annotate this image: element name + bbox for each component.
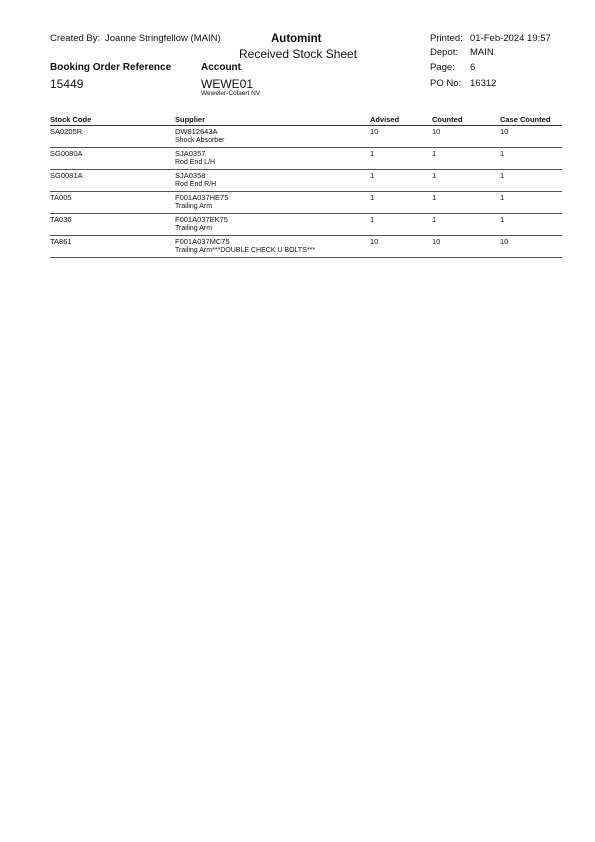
item-description: Rod End L/H [175,159,216,166]
account-name: Weweler-Colaert NV [201,90,261,97]
item-description: Trailing Arm [175,203,213,210]
counted-qty: 10 [432,127,441,136]
supplier-code: SJA0358 [175,171,206,180]
booking-ref-label: Booking Order Reference [50,62,172,73]
column-header-stock-code: Stock Code [50,115,92,124]
booking-ref-value: 15449 [50,77,84,91]
item-description: Rod End R/H [175,181,217,188]
advised-qty: 1 [370,149,375,158]
counted-qty: 1 [432,215,437,224]
stock-code: TA861 [50,237,72,246]
report-title: Received Stock Sheet [239,47,358,61]
supplier-code: SJA0357 [175,149,206,158]
page-number: 6 [470,62,476,73]
case-counted-qty: 1 [500,193,505,202]
stock-table [50,114,562,258]
column-header-supplier: Supplier [175,115,206,124]
supplier-cell [175,193,228,211]
stock-code: TA036 [50,215,72,224]
account-code: WEWE01 [201,77,254,91]
advised-qty: 10 [370,237,379,246]
created-by-value: Joanne Stringfellow (MAIN) [105,33,221,44]
column-header-case-counted: Case Counted [500,115,551,124]
table-row [50,126,562,148]
table-row [50,148,562,170]
case-counted-qty: 10 [500,127,509,136]
stock-code: TA005 [50,193,72,202]
counted-qty: 10 [432,237,441,246]
depot-label: Depot: [430,47,458,58]
table-row [50,236,562,258]
case-counted-qty: 1 [500,215,505,224]
advised-qty: 1 [370,215,375,224]
supplier-code: DW812643A [175,127,218,136]
supplier-cell [175,149,215,167]
printed-label: Printed: [430,33,463,44]
table-row [50,214,562,236]
supplier-code: F001A037HE75 [175,193,229,202]
supplier-code: F001A037EK75 [175,215,228,224]
case-counted-qty: 1 [500,171,505,180]
advised-qty: 1 [370,171,375,180]
case-counted-qty: 10 [500,237,509,246]
item-description: Trailing Arm [175,225,213,232]
counted-qty: 1 [432,193,437,202]
stock-code: SG0081A [50,171,83,180]
po-number: 16312 [470,78,497,89]
table-row [50,170,562,192]
po-label: PO No: [430,78,462,89]
supplier-cell [175,237,315,255]
printed-value: 01-Feb-2024 19:57 [470,33,551,44]
supplier-cell [175,215,228,233]
depot-value: MAIN [470,47,494,58]
account-label: Account [201,62,241,73]
page-label: Page: [430,62,455,73]
company-name: Automint [271,33,322,45]
item-description: Shock Absorber [175,137,225,144]
advised-qty: 1 [370,193,375,202]
stock-code: SA0205R [50,127,83,136]
advised-qty: 10 [370,127,379,136]
stock-code: SG0080A [50,149,83,158]
column-header-advised: Advised [370,115,400,124]
table-row [50,192,562,214]
item-description: Trailing Arm***DOUBLE CHECK U BOLTS*** [175,247,316,254]
supplier-code: F001A037MC75 [175,237,230,246]
counted-qty: 1 [432,149,437,158]
counted-qty: 1 [432,171,437,180]
created-by-label: Created By: [50,33,101,44]
supplier-cell [175,127,224,145]
column-header-counted: Counted [432,115,463,124]
case-counted-qty: 1 [500,149,505,158]
table-header [50,114,562,126]
supplier-cell [175,171,216,189]
